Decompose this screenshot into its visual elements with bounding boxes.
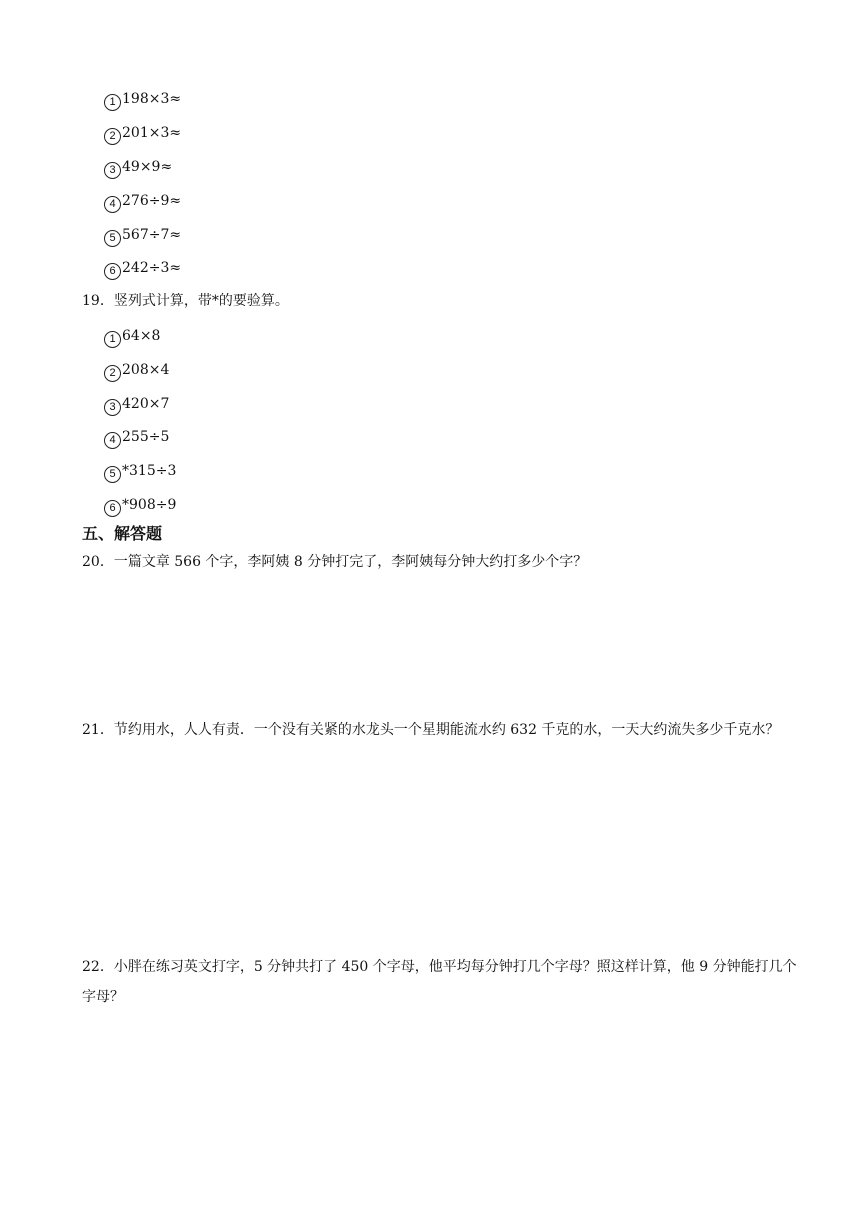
q19-title: 19．竖列式计算，带*的要验算。 [82,293,289,309]
section-heading: 五、解答题 [82,524,163,543]
q18-item-1 [104,90,181,111]
circled-number: 6 [104,263,121,280]
circled-number: 6 [104,500,121,517]
q20-text: 20．一篇文章 566 个字，李阿姨 8 分钟打完了，李阿姨每分钟大约打多少个字？ [82,554,588,570]
q19-item-2 [104,361,169,382]
circled-number: 1 [104,331,121,348]
q19-item-text: 255÷5 [122,429,170,445]
circled-number: 5 [104,466,121,483]
circled-number: 5 [104,230,121,247]
q19-item-4 [104,428,169,449]
q18-item-6 [104,259,181,280]
circled-number: 4 [104,196,121,213]
circled-number: 4 [104,432,121,449]
q18-item-2 [104,124,181,145]
circled-number: 1 [104,94,121,111]
q19-item-text: 64×8 [122,328,161,344]
q19-item-3 [104,395,169,416]
q21-text: 21．节约用水，人人有责．一个没有关紧的水龙头一个星期能流水约 632 千克的水，一天大约流失多少千克水？ [82,722,780,738]
q19-item-6 [104,496,176,517]
circled-number: 2 [104,128,121,145]
q19-item-text: 208×4 [122,362,170,378]
q19-item-5 [104,462,176,483]
q18-item-text: 198×3≈ [122,91,182,107]
q18-item-3 [104,158,172,179]
q18-item-text: 567÷7≈ [122,227,182,243]
q18-item-text: 201×3≈ [122,125,182,141]
q19-item-1 [104,327,160,348]
q18-item-text: 276÷9≈ [122,193,182,209]
circled-number: 2 [104,365,121,382]
circled-number: 3 [104,162,121,179]
q22-text: 22．小胖在练习英文打字，5 分钟共打了 450 个字母，他平均每分钟打几个字母？照这样计算，他 9 分钟能打几个字母？ [82,959,797,1005]
q18-item-5 [104,226,181,247]
q18-item-text: 242÷3≈ [122,260,182,276]
q19-item-text: 420×7 [122,396,170,412]
q18-item-text: 49×9≈ [122,159,173,175]
q18-item-4 [104,192,181,213]
q19-item-text: *908÷9 [122,497,177,513]
q19-item-text: *315÷3 [122,463,177,479]
circled-number: 3 [104,399,121,416]
